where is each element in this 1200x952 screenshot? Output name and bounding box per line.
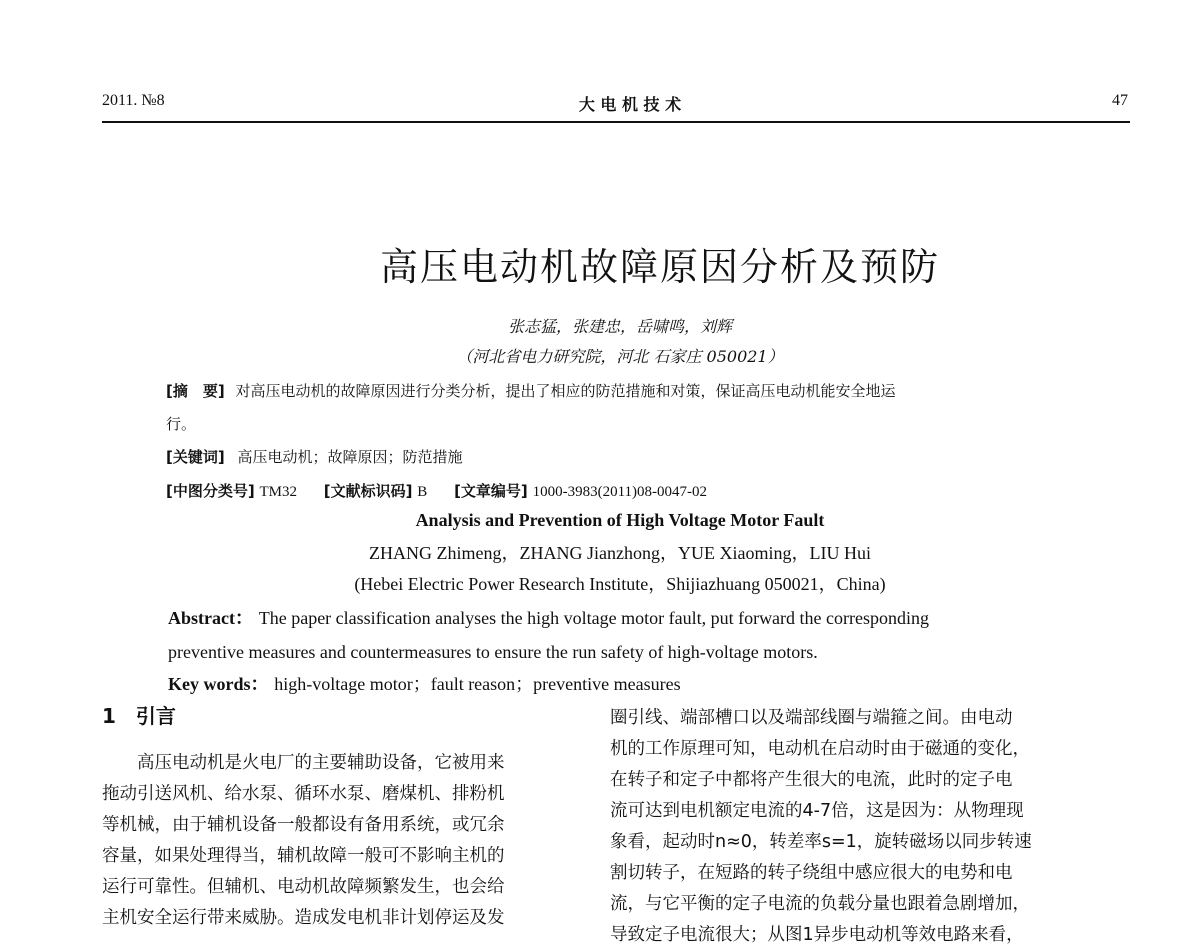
- body-line: 导致定子电流很大；从图1异步电动机等效电路来看，: [610, 925, 1024, 945]
- keywords-cn: [166, 446, 463, 467]
- body-line: 高压电动机是火电厂的主要辅助设备，它被用来: [137, 753, 505, 773]
- left-column: [102, 748, 592, 934]
- abstract-en-label: Abstract：: [168, 608, 253, 628]
- abstract-cn-line2: 行。: [166, 415, 197, 433]
- body-line: 流可达到电机额定电流的4-7倍，这是因为：从物理现: [610, 801, 1024, 821]
- body-line: 割切转子，在短路的转子绕组中感应很大的电势和电: [610, 863, 1013, 883]
- affiliation-cn: （河北省电力研究院，河北 石家庄 050021）: [456, 347, 784, 366]
- doc-code-value: B: [417, 484, 428, 500]
- affiliation-en: (Hebei Electric Power Research Institute，Shijiazhuang 050021，China): [354, 574, 886, 594]
- abstract-en: [168, 604, 929, 630]
- article-no-value: 1000-3983(2011)08-0047-02: [532, 484, 707, 500]
- body-line: 主机安全运行带来威胁。造成发电机非计划停运及发: [102, 908, 505, 928]
- body-line: 等机械，由于辅机设备一般都设有备用系统，或冗余: [102, 815, 505, 835]
- classification-line: [166, 480, 707, 501]
- body-line: 运行可靠性。但辅机、电动机故障频繁发生，也会给: [102, 877, 505, 897]
- authors-cn: 张志猛，张建忠，岳啸鸣，刘辉: [507, 317, 732, 336]
- body-line: 圈引线、端部槽口以及端部线圈与端箍之间。由电动: [610, 708, 1013, 728]
- abstract-en-line2: preventive measures and countermeasures to ensure the run safety of high-voltage motors.: [168, 642, 818, 662]
- paper-title: 高压电动机故障原因分析及预防: [379, 245, 940, 289]
- abstract-cn-line1: 对高压电动机的故障原因进行分类分析，提出了相应的防范措施和对策，保证高压电动机能安全地运: [235, 382, 896, 400]
- keywords-cn-text: 高压电动机；故障原因；防范措施: [237, 448, 463, 466]
- right-column: [610, 703, 1130, 951]
- body-line: 拖动引送风机、给水泵、循环水泵、磨煤机、排粉机: [102, 784, 505, 804]
- header-rule: [102, 121, 1130, 123]
- page-number: 47: [1112, 92, 1128, 109]
- keywords-en: [168, 670, 681, 696]
- abstract-en-line1: The paper classification analyses the high voltage motor fault, put forward the corresponding: [258, 608, 930, 628]
- body-line: 机的工作原理可知，电动机在启动时由于磁通的变化，: [610, 739, 1030, 759]
- english-title: Analysis and Prevention of High Voltage Motor Fault: [415, 510, 825, 530]
- clc-value: TM32: [259, 484, 297, 500]
- journal-name: 大 电 机 技 术: [578, 95, 682, 114]
- keywords-en-label: Key words：: [168, 674, 269, 694]
- body-line: 流，与它平衡的定子电流的负载分量也跟着急剧增加，: [610, 894, 1030, 914]
- authors-en: ZHANG Zhimeng，ZHANG Jianzhong，YUE Xiaoming，LIU Hui: [369, 543, 871, 563]
- body-line: 容量，如果处理得当，辅机故障一般可不影响主机的: [102, 846, 505, 866]
- keywords-cn-label: [关键词]: [166, 448, 225, 466]
- abstract-cn-label: [摘 要]: [166, 382, 225, 400]
- keywords-en-text: high-voltage motor；fault reason；preventive measures: [274, 674, 681, 694]
- abstract-cn: [166, 380, 896, 401]
- body-line: 象看，起动时n≈0，转差率s=1，旋转磁场以同步转速: [610, 832, 1032, 852]
- clc-label: [中图分类号]: [166, 482, 255, 500]
- body-line: 在转子和定子中都将产生很大的电流，此时的定子电: [610, 770, 1013, 790]
- section-heading: 1 引言: [102, 704, 176, 728]
- doc-code-label: [文献标识码]: [323, 482, 413, 500]
- article-no-label: [文章编号]: [454, 482, 528, 500]
- issue-number: 2011. №8: [102, 92, 165, 109]
